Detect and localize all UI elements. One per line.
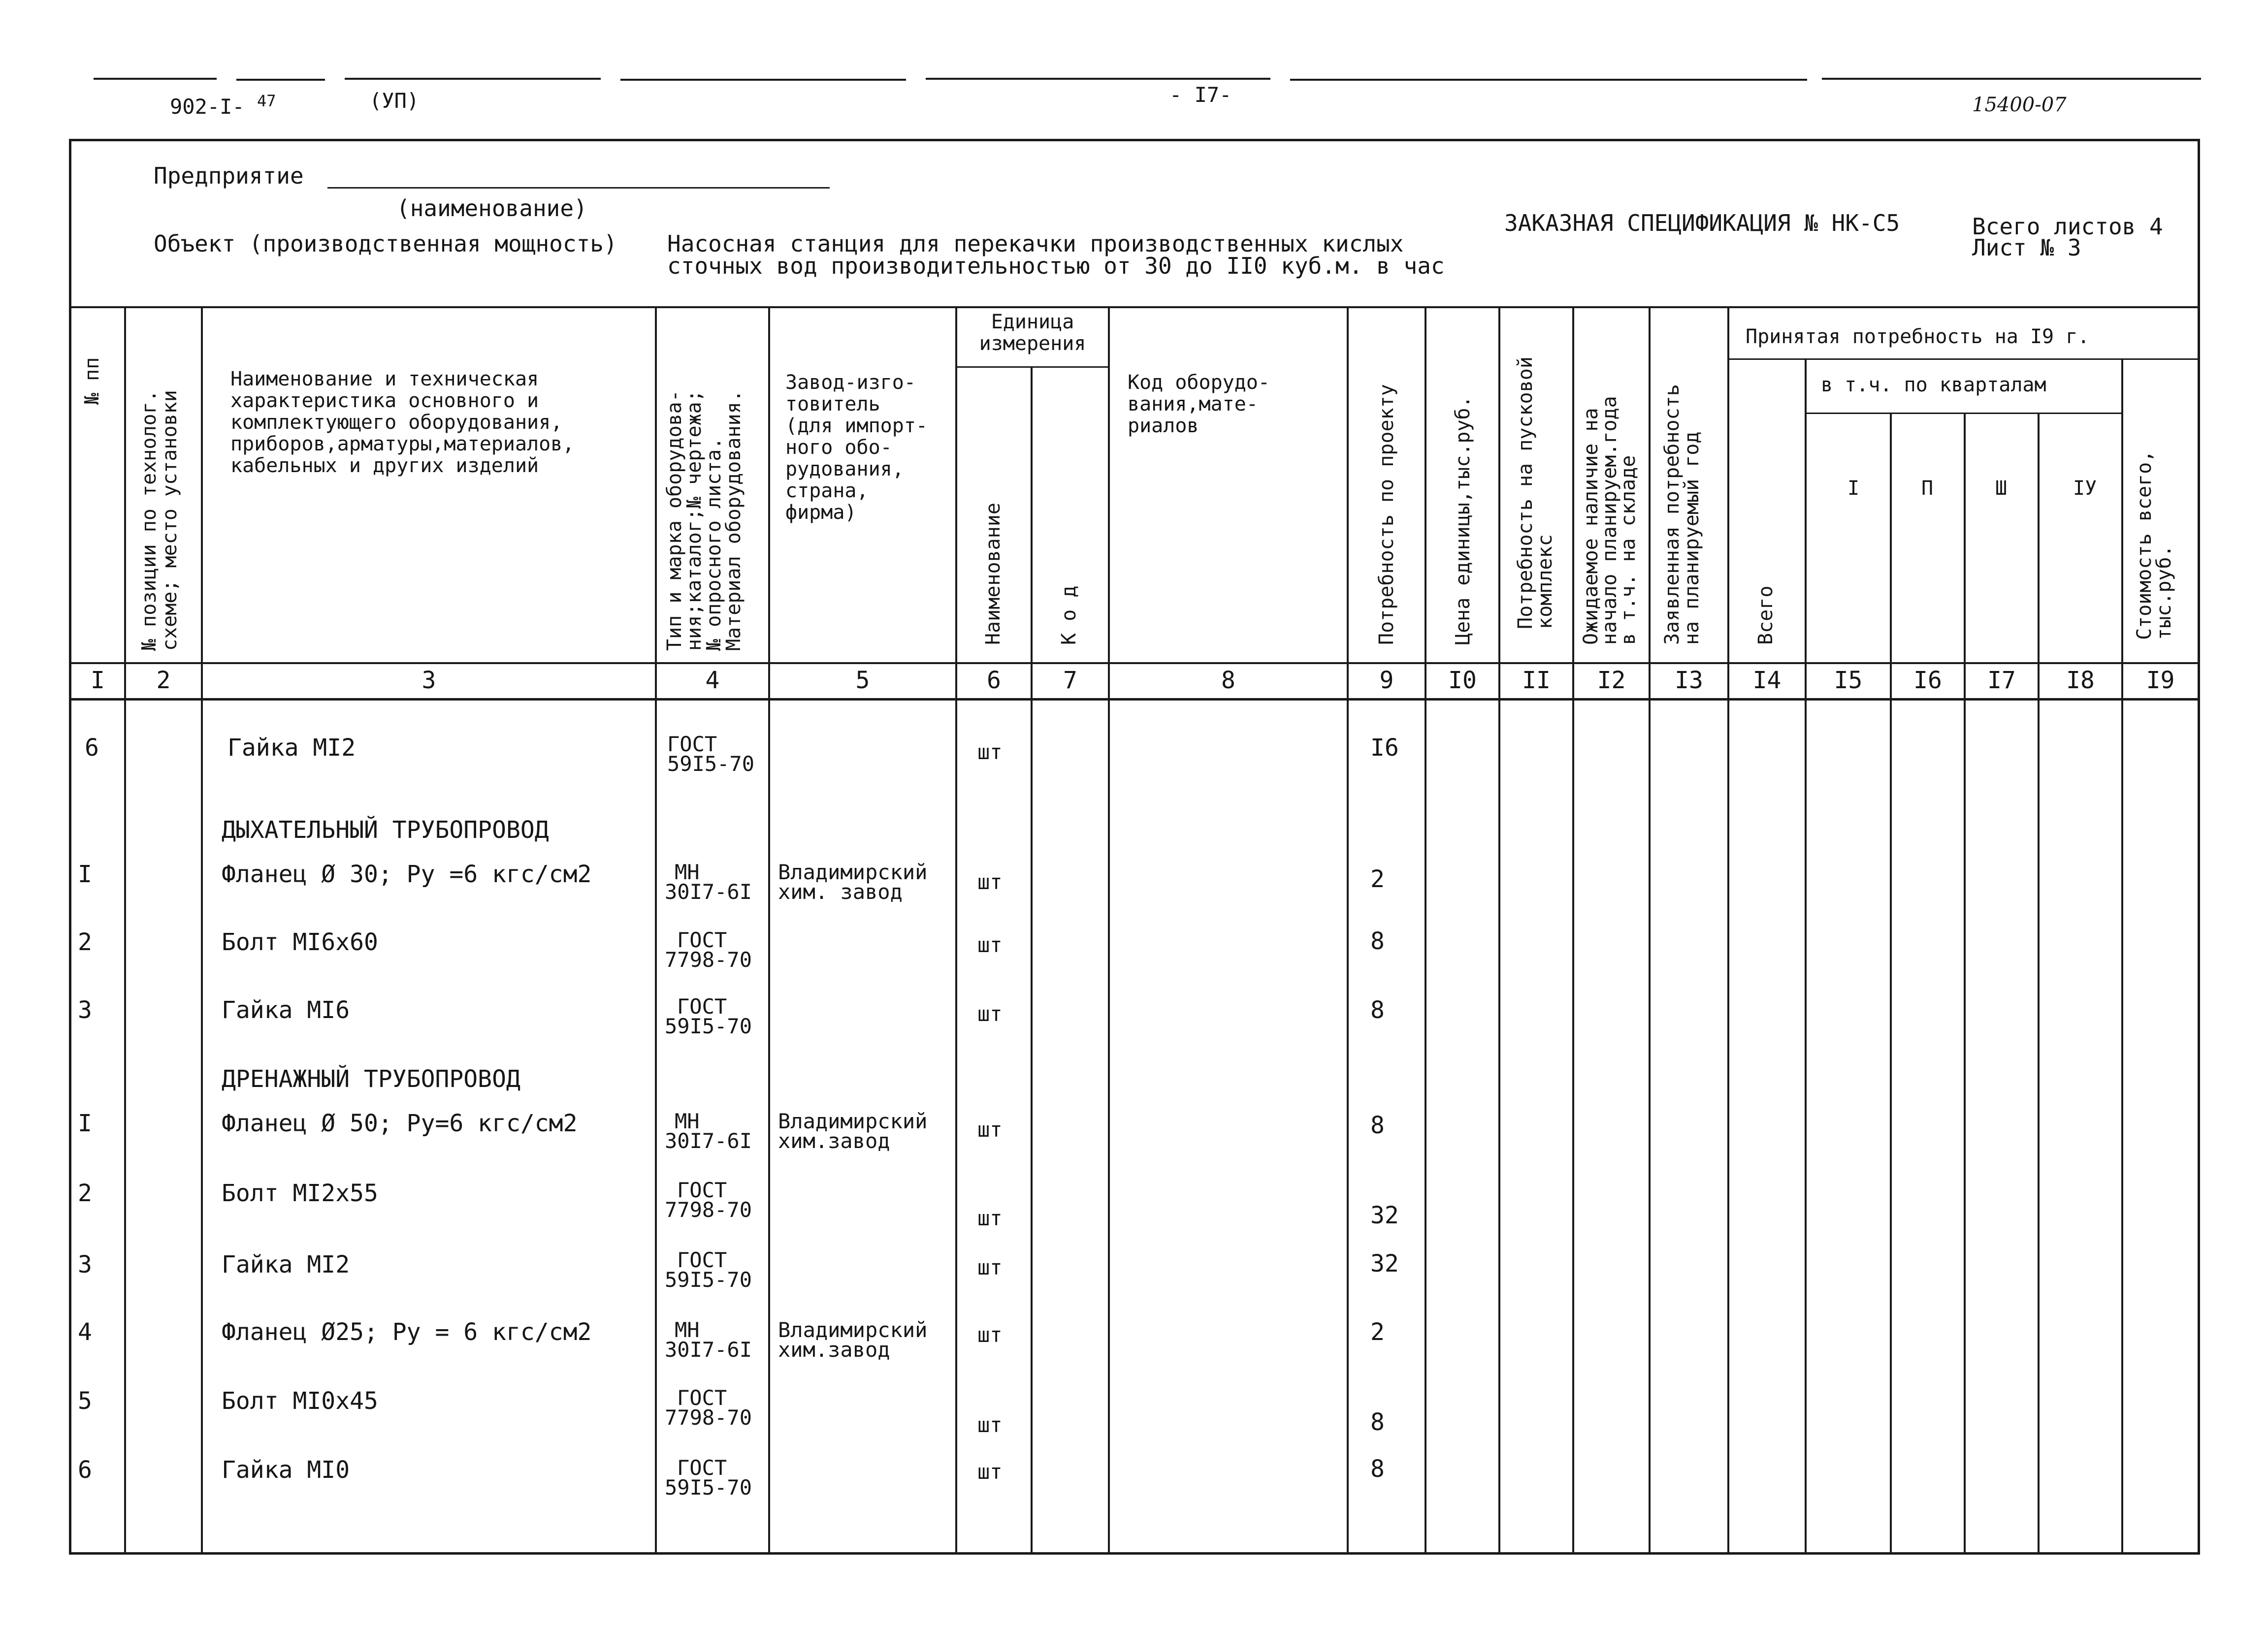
column-number: I6 [1913, 667, 1942, 694]
row-quantity: 8 [1370, 996, 1385, 1024]
col-header-unit-code: К о д [1058, 585, 1080, 645]
column-number: II [1522, 667, 1551, 694]
column-number: I5 [1834, 667, 1863, 694]
row-standard-line1: ГОСТ [667, 732, 717, 756]
col-header-manufacturer-line4: ного обо- [785, 436, 892, 459]
col-header-manufacturer-line1: Завод-изго- [785, 371, 916, 394]
row-name: Фланец Ø25; Ру = 6 кгс/см2 [222, 1318, 592, 1346]
column-number: 8 [1221, 667, 1235, 694]
col-header-expected-stock-line3: в т.ч. на складе [1617, 455, 1640, 645]
row-standard-line1: ГОСТ [677, 1386, 727, 1410]
col-header-position [139, 390, 180, 651]
row-manufacturer [778, 1320, 927, 1360]
col-header-unit-group [966, 311, 1099, 354]
col-header-project-need: Потребность по проекту [1375, 384, 1398, 645]
sheet-number: Лист № 3 [1972, 234, 2081, 261]
row-number: 6 [85, 734, 99, 762]
row-number: 3 [78, 996, 92, 1024]
col-header-type [665, 390, 744, 651]
row-manufacturer-line1: Владимирский [778, 1109, 928, 1133]
row-standard-line2: 30I7-6I [665, 880, 752, 904]
col-header-name [230, 368, 574, 477]
row-name: Гайка МI6 [222, 996, 350, 1024]
column-number: I [91, 667, 105, 694]
row-manufacturer-line2: хим.завод [778, 1338, 890, 1362]
naming-label: (наименование) [396, 195, 587, 222]
frame-right [2198, 139, 2200, 1555]
row-quantity: 32 [1370, 1202, 1399, 1229]
row-name: Гайка МI2 [222, 1251, 350, 1278]
row-unit: шт [977, 933, 1003, 957]
col-header-quarters: в т.ч. по кварталам [1821, 374, 2046, 396]
page-number: - I7- [1169, 83, 1232, 107]
row-name: Болт МI6x60 [222, 928, 378, 956]
col-header-equipment-code [1128, 372, 1270, 437]
row-standard-line2: 59I5-70 [665, 1268, 752, 1292]
row-quantity: 32 [1370, 1250, 1399, 1277]
col-header-manufacturer-line6: страна, [785, 479, 869, 502]
row-standard [667, 734, 754, 774]
col-header-type-line2: ния;каталог;№ чертежа; [683, 390, 706, 651]
col-header-manufacturer-line2: товитель [785, 393, 880, 415]
col-header-name-line3: комплектующего оборудования, [230, 411, 563, 434]
col-header-manufacturer-line3: (для импорт- [785, 415, 928, 437]
row-standard [665, 1250, 752, 1290]
sheets-total: Всего листов 4 [1972, 213, 2163, 240]
row-unit: шт [977, 1117, 1003, 1142]
col-header-unit-group-line1: Единица [991, 311, 1074, 333]
row-quantity: 8 [1370, 1455, 1385, 1483]
column-number: 4 [705, 667, 720, 694]
row-quantity: 2 [1370, 865, 1385, 893]
row-standard [665, 1320, 752, 1360]
col-header-name-line2: характеристика основного и [230, 389, 539, 412]
row-manufacturer-line1: Владимирский [778, 860, 928, 884]
document-code-number: 47 [257, 92, 276, 110]
row-manufacturer-line2: хим. завод [778, 880, 903, 904]
row-unit: шт [977, 1255, 1003, 1279]
row-unit: шт [977, 1323, 1003, 1347]
col-header-type-line4: Материал оборудования. [722, 390, 745, 651]
row-manufacturer [778, 862, 927, 902]
col-header-unit-price: Цена единицы,тыс.руб. [1452, 396, 1474, 645]
document-part: (УП) [369, 89, 420, 113]
column-number: I9 [2146, 667, 2175, 694]
document-code [170, 91, 276, 117]
col-header-equipment-code-line1: Код оборудо- [1128, 371, 1270, 394]
col-header-total: Всего [1754, 585, 1777, 645]
col-header-type-line1: Тип и марка оборудова- [663, 390, 686, 651]
col-header-launch-need [1516, 356, 1555, 629]
row-standard-line1: МН [675, 1318, 700, 1342]
row-quantity: 2 [1370, 1318, 1385, 1346]
col-header-expected-stock-line1: Ожидаемое наличие на [1580, 408, 1602, 645]
col-header-position-line2: схеме; место установки [159, 390, 181, 651]
row-standard-line2: 59I5-70 [667, 752, 755, 776]
header-bottom-rule [69, 306, 2200, 308]
row-standard [665, 1178, 752, 1222]
object-label: Объект (производственная мощность) [154, 230, 617, 257]
row-standard-line1: ГОСТ [677, 1178, 727, 1202]
row-standard [665, 994, 752, 1038]
col-header-launch-need-line1: Потребность на пусковой [1514, 356, 1537, 629]
row-unit: шт [977, 870, 1003, 894]
row-name: Гайка МI2 [227, 734, 356, 762]
col-header-total-cost-line2: тыс.руб. [2153, 545, 2175, 640]
row-number: 4 [78, 1318, 92, 1346]
col-header-q1: I [1847, 477, 1860, 500]
col-header-declared-need [1662, 384, 1702, 645]
row-standard-line2: 7798-70 [665, 948, 752, 972]
row-number: I [78, 861, 92, 888]
col-header-launch-need-line2: комплекс [1534, 534, 1556, 629]
row-manufacturer [778, 1109, 928, 1153]
row-standard [665, 1109, 752, 1153]
col-header-manufacturer-line5: рудования, [785, 458, 904, 480]
row-standard [665, 862, 752, 902]
enterprise-label: Предприятие [154, 162, 304, 189]
row-manufacturer-line2: хим.завод [778, 1129, 890, 1153]
row-name: Фланец Ø 50; Ру=6 кгс/см2 [222, 1110, 578, 1137]
row-quantity: 8 [1370, 1408, 1385, 1436]
row-unit: шт [977, 1206, 1003, 1230]
object-description-line2: сточных вод производительностью от 30 до II0 куб.м. в час [667, 253, 1445, 279]
row-unit: шт [977, 740, 1003, 764]
col-header-manufacturer [785, 372, 928, 523]
document-code-text: 902-I- [170, 95, 245, 119]
col-header-expected-stock-line2: начало планируем.года [1598, 396, 1621, 645]
spec-title: ЗАКАЗНАЯ СПЕЦИФИКАЦИЯ № НК-С5 [1504, 210, 1900, 236]
col-header-q4: IУ [2073, 477, 2097, 500]
object-description-line1: Насосная станция для перекачки производственных кислых [667, 230, 1404, 257]
col-header-q3: Ш [1995, 477, 2008, 500]
row-standard-line1: ГОСТ [677, 1456, 727, 1480]
section-heading: ДЫХАТЕЛЬНЫЙ ТРУБОПРОВОД [222, 816, 549, 844]
row-number: 5 [78, 1387, 92, 1415]
frame-left [69, 139, 71, 1555]
col-header-position-line1: № позиции по технолог. [138, 390, 161, 651]
column-number: I3 [1675, 667, 1703, 694]
row-standard-line2: 59I5-70 [665, 1014, 752, 1038]
column-number: 6 [987, 667, 1001, 694]
row-name: Болт МI2x55 [222, 1180, 378, 1207]
column-number: I2 [1597, 667, 1626, 694]
frame-bottom [69, 1552, 2200, 1555]
col-header-equipment-code-line2: вания,мате- [1128, 393, 1258, 415]
archive-stamp: 15400-07 [1972, 94, 2067, 116]
row-number: 2 [78, 928, 92, 956]
row-name: Фланец Ø 30; Ру =6 кгс/см2 [222, 861, 592, 888]
row-unit: шт [977, 1460, 1003, 1484]
row-standard [665, 1458, 752, 1498]
enterprise-underline [327, 187, 830, 189]
row-quantity: 8 [1370, 1112, 1385, 1139]
row-standard-line1: МН [675, 1109, 700, 1133]
row-number: 2 [78, 1180, 92, 1207]
col-header-accepted-need: Принятая потребность на I9 г. [1746, 325, 2090, 348]
row-standard-line2: 30I7-6I [665, 1338, 752, 1362]
row-standard-line1: ГОСТ [677, 1248, 727, 1272]
row-unit: шт [977, 1413, 1003, 1437]
section-heading: ДРЕНАЖНЫЙ ТРУБОПРОВОД [222, 1065, 520, 1093]
col-header-manufacturer-line7: фирма) [785, 501, 857, 524]
column-number: I4 [1752, 667, 1782, 694]
col-header-name-line5: кабельных и других изделий [230, 454, 539, 477]
col-header-declared-need-line2: на планируемый год [1681, 431, 1703, 645]
row-standard-line2: 30I7-6I [665, 1129, 752, 1153]
column-number: 5 [855, 667, 870, 694]
col-header-declared-need-line1: Заявленная потребность [1661, 384, 1684, 645]
row-name: Болт МI0x45 [222, 1387, 378, 1415]
row-standard-line2: 59I5-70 [665, 1475, 752, 1500]
col-header-name-line4: приборов,арматуры,материалов, [230, 433, 575, 455]
row-number: 3 [78, 1251, 92, 1278]
column-number: 9 [1379, 667, 1394, 694]
column-number: I8 [2066, 667, 2095, 694]
col-header-q2: П [1921, 477, 1934, 500]
column-number: I7 [1987, 667, 2016, 694]
row-number: 6 [78, 1456, 92, 1484]
row-standard-line2: 7798-70 [665, 1405, 752, 1430]
row-number: I [78, 1110, 92, 1137]
col-header-unit-group-line2: измерения [979, 332, 1086, 355]
col-header-type-line3: № опросного листа. [703, 437, 725, 651]
col-header-total-cost [2135, 450, 2174, 640]
col-header-equipment-code-line3: риалов [1128, 415, 1199, 437]
col-header-unit-name: Наименование [982, 503, 1004, 645]
frame-top [69, 139, 2200, 141]
column-number: 2 [156, 667, 171, 694]
row-quantity: 8 [1370, 927, 1385, 955]
col-header-number: № пп [81, 357, 103, 405]
row-standard [665, 1388, 752, 1428]
row-name: Гайка МI0 [222, 1456, 350, 1484]
row-standard-line1: МН [675, 860, 700, 884]
col-header-total-cost-line1: Стоимость всего, [2133, 450, 2156, 640]
column-number: 3 [421, 667, 436, 694]
col-header-expected-stock [1582, 396, 1638, 645]
row-standard-line2: 7798-70 [665, 1198, 752, 1222]
col-header-name-line1: Наименование и техническая [230, 368, 539, 390]
row-manufacturer-line1: Владимирский [778, 1318, 928, 1342]
column-number: 7 [1063, 667, 1077, 694]
row-standard-line1: ГОСТ [677, 994, 727, 1019]
row-standard-line1: ГОСТ [677, 928, 727, 952]
column-number: I0 [1448, 667, 1477, 694]
row-standard [665, 930, 752, 970]
row-unit: шт [977, 1002, 1003, 1026]
row-quantity: I6 [1370, 734, 1399, 762]
